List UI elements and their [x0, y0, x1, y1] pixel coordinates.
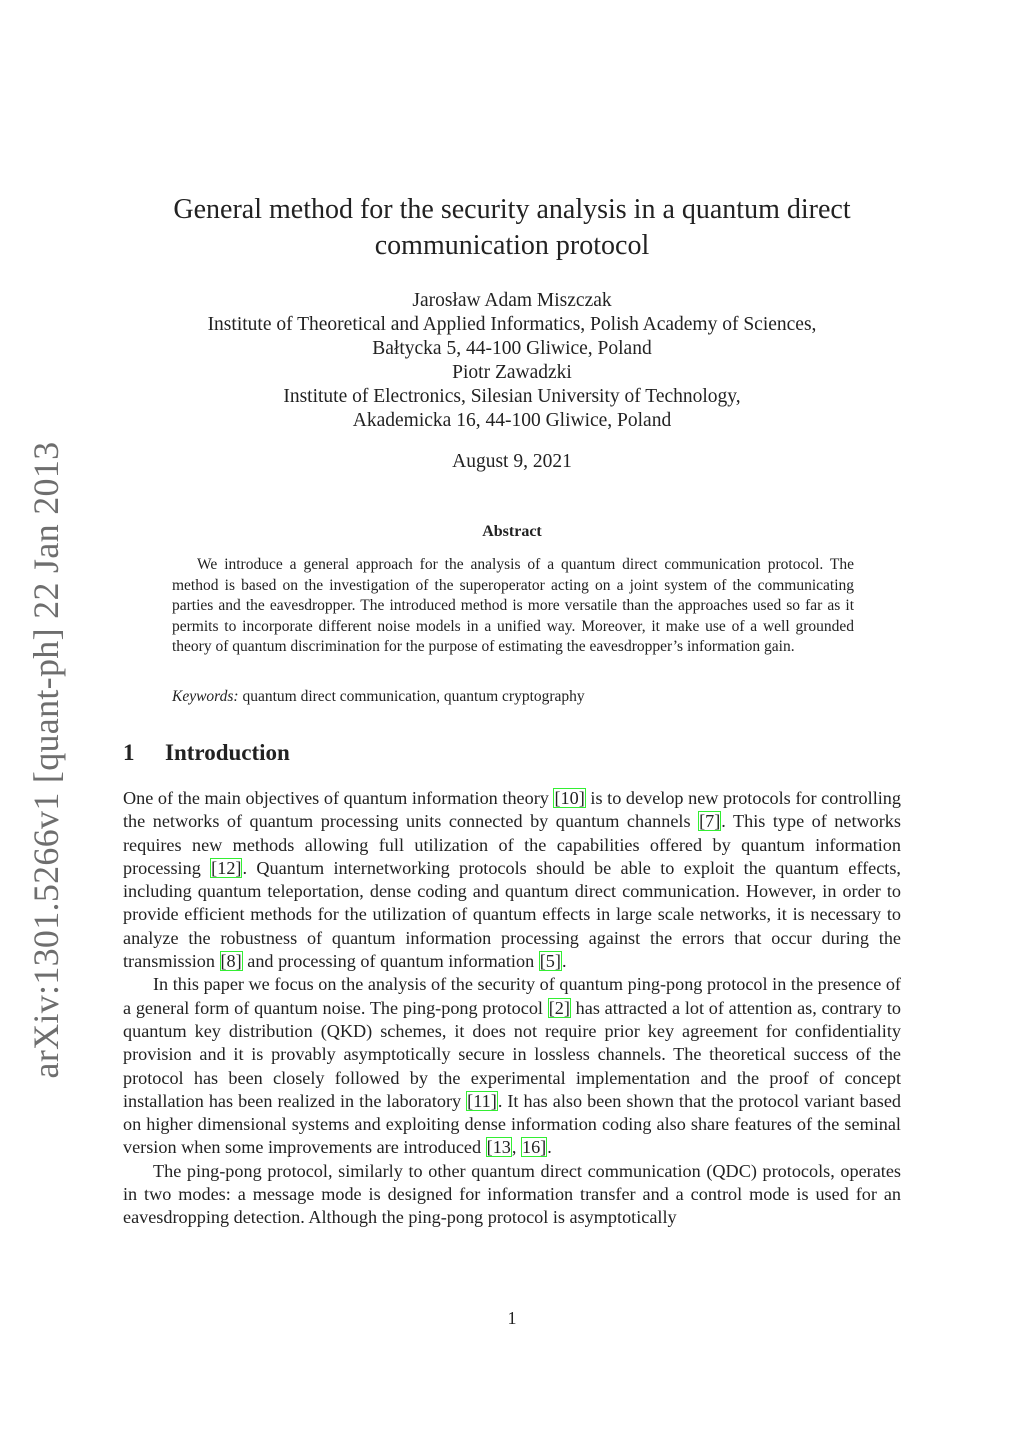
paragraph-text: The ping-pong protocol, similarly to other quantum direct communication (QDC) protocols, operates in two modes: a message mode is designed for information transfer and a control mode is used for an eavesdropping detection. Although the ping-pong protocol is asymptotically [123, 1160, 901, 1228]
keywords-line [172, 688, 854, 706]
paragraph-text: . [561, 951, 567, 972]
section-heading [123, 740, 290, 766]
abstract-heading: Abstract [482, 523, 542, 540]
citation-link[interactable]: 16] [521, 1137, 547, 1158]
author-block [120, 289, 904, 433]
citation-link[interactable]: [12] [211, 857, 242, 878]
paper-title [130, 192, 894, 264]
paragraph [123, 787, 901, 973]
citation-link[interactable]: [2] [548, 997, 570, 1018]
arxiv-identifier-stamp: arXiv:1301.5266v1 [quant-ph] 22 Jan 2013 [26, 441, 66, 1079]
paper-date: August 9, 2021 [452, 451, 572, 472]
author-name: Jarosław Adam Miszczak [412, 290, 612, 311]
paragraph [123, 973, 901, 1159]
citation-link[interactable]: [11] [467, 1090, 497, 1111]
page-number: 1 [507, 1308, 517, 1328]
abstract-text: We introduce a general approach for the analysis of a quantum direct communication protocol. The method is based on the investigation of the superoperator acting on a joint system of the communicating parties and the eavesdropper. The introduced method is more versatile than the approaches used so far as it permits to incorporate different noise models in a unified way. Moreover, it make use of a well grounded theory of quantum discrimination for the purpose of estimating the eavesdropper’s information gain. [172, 556, 854, 656]
section-number: 1 [123, 740, 135, 765]
title-line: communication protocol [374, 230, 650, 261]
paragraph-text: . Quantum internetworking protocols should be able to exploit the quantum effects, including quantum teleportation, dense coding and quantum direct communication. However, in order to provide efficient methods for the utilization of quantum effects in large scale networks, it is necessary to analyze the robustness of quantum information processing against the errors that occur during the transmission [123, 857, 901, 972]
paragraph-text: . [547, 1137, 552, 1158]
keywords-label: Keywords: [172, 688, 239, 705]
paragraph-text: is to develop new protocols for controlling the networks of quantum processing units connected by quantum channels [123, 788, 901, 832]
keywords-value: quantum direct communication, quantum cryptography [242, 688, 585, 705]
title-line: General method for the security analysis in a quantum direct [173, 194, 851, 225]
citation-link[interactable]: [13 [486, 1137, 511, 1158]
paragraph-text: . This type of networks requires new methods allowing full utilization of the capabilities offered by quantum information processing [123, 811, 901, 878]
author-name: Piotr Zawadzki [452, 362, 572, 383]
paragraph [123, 1160, 901, 1230]
author-affiliation: Institute of Theoretical and Applied Informatics, Polish Academy of Sciences, [207, 314, 817, 335]
section-title: Introduction [165, 740, 290, 765]
author-address: Akademicka 16, 44-100 Gliwice, Poland [352, 410, 672, 431]
paragraph-text: and processing of quantum information [242, 951, 539, 972]
paragraph-text: . It has also been shown that the protocol variant based on higher dimensional systems and exploiting dense information coding also share features of the seminal version when some improvements are introduced [123, 1090, 901, 1158]
citation-link[interactable]: [7] [699, 811, 721, 832]
paragraph-text: In this paper we focus on the analysis of the security of quantum ping-pong protocol in the presence of a general form of quantum noise. The ping-pong protocol [123, 974, 901, 1018]
citation-link[interactable]: [5] [539, 951, 561, 972]
author-affiliation: Institute of Electronics, Silesian University of Technology, [283, 386, 741, 407]
paragraph-text: One of the main objectives of quantum information theory [123, 788, 554, 808]
citation-link[interactable]: [10] [554, 788, 585, 808]
author-address: Bałtycka 5, 44-100 Gliwice, Poland [372, 338, 652, 359]
body-text [123, 787, 901, 1230]
paragraph-text: has attracted a lot of attention as, contrary to quantum key distribution (QKD) schemes, it does not require prior key agreement for confidentiality provision and it is provably asymptotically secure in lossless channels. The theoretical success of the protocol has been closely followed by the experimental implementation and the proof of concept installation has been realized in the laboratory [123, 997, 901, 1111]
citation-link[interactable]: [8] [220, 951, 242, 972]
paragraph-text: , [511, 1137, 521, 1158]
